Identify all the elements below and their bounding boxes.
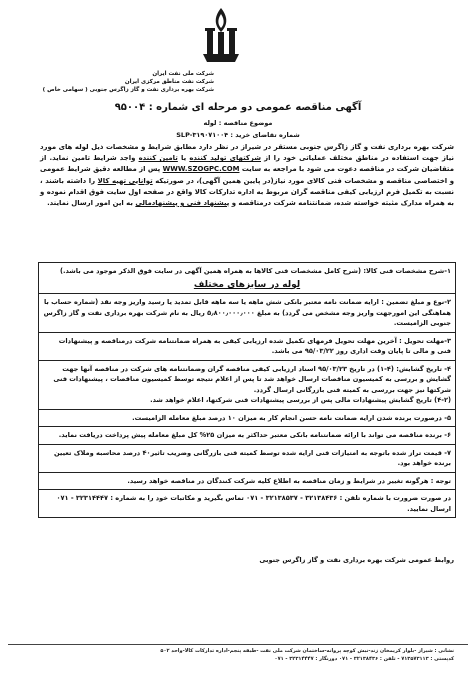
table-row	[39, 263, 456, 294]
table-row	[39, 294, 456, 333]
org-line-3: شرکت بهره برداری نفت و گاز زاگرس جنوبی ( سهامی خاص )	[42, 87, 214, 93]
intro-text-3: واجد شرایط تامین نماید. از متقاضیان شرکت در مناقصه دعوت می شود با مراجعه به سایت	[40, 154, 454, 174]
item-opening-date	[39, 360, 456, 409]
item-performance-bond: ۵- درصورت برنده شدن ارایه ضمانت نامه حسن انجام کار به میزان ۱۰ درصد مبلغ معامله الزامیست.	[39, 409, 456, 427]
organization-header	[34, 70, 214, 94]
footer-address: نشانی : شیراز -بلوار کریمخان زند-نبش کوچه پروانه-ساختمان شرکت ملی نفت -طبقه پنجم-اداره تدارکات کالا-واحد ۵۰۲	[160, 648, 454, 654]
item-technical-spec	[39, 263, 456, 294]
table-row	[39, 472, 456, 490]
intro-text-5: را داشته باشند ، نسبت به تکمیل فرم ارزیابی کیفی مناقصه گران مربوط به اداره تدارکات کالا واقع در صفحه اول سایت فوق اقدام نموده و به همراه مدارک مثبته خواسته شده، ضمانتنامه شرکت درمناقصه و	[40, 176, 454, 208]
intro-paragraph	[40, 142, 454, 209]
tender-subject: موضوع مناقصه : لوله	[203, 119, 273, 127]
table-row	[39, 332, 456, 360]
spec-description: ۱-شرح مشخصات فنی کالا: (شرح کامل مشخصات فنی کالاها به همراه همین آگهی در سایت فوق الذکر موجود می باشد.)	[59, 267, 451, 275]
opening-date-qualification: ۴- تاریخ گشایش: (۴-۱) در تاریخ ۹۵/۰۳/۲۳ اسناد ارزیابی کیفی مناقصه گران وضمانتنامه های شرکت در مناقصه آنها جهت گشایش و بررسی به کمیسیون مناقصات ارسال خواهد شد تا پس از اعلام نتیجه توسط کمیسیون مناقصات ، پیشنهادات فنی شرکتها نیز جهت بررسی به کمیته فنی بازرگانی ارسال گردد.	[53, 364, 451, 394]
notice-title: آگهی مناقصه عمومی دو مرحله ای شماره : ۹۵۰۰۴	[114, 102, 362, 113]
table-row	[39, 409, 456, 427]
item-prepayment: ۶- برنده مناقصه می تواند با ارائه ضمانتنامه بانکی معتبر حداکثر به میزان ۲۵% کل مبلغ معامله پیش پرداخت دریافت نماید.	[39, 427, 456, 445]
intro-highlight-capability: توانایی تهیه کالا	[97, 176, 153, 185]
intro-highlight-proposals: پیشنهاد فنی و پیشنهادمالی	[135, 199, 230, 208]
table-row	[39, 360, 456, 409]
footer-contact: کدپستی : ۷۱۳۵۷۳۱۱۳ - تلفن : ۳۲۱۳۸۴۳۶ - ۰۷۱ دورنگار : ۳۲۳۱۴۴۴۷ - ۰۷۱	[274, 656, 454, 662]
website-link[interactable]: WWW.SZOGPC.COM	[162, 165, 240, 174]
tender-conditions-table	[38, 262, 456, 518]
item-balanced-price: ۷- قیمت تراز شده باتوجه به امتیازات فنی ارایه شده توسط کمیته فنی بازرگانی وضریب تاثیر۴۰ درصد محاسبه وملاک تعیین برنده خواهد بود.	[39, 444, 456, 472]
public-relations-signature: روابط عمومی شرکت بهره برداری نفت و گاز زاگرس جنوبی	[259, 556, 454, 564]
item-guarantee: ۲-نوع و مبلغ تضمین : ارایه ضمانت نامه معتبر بانکی شش ماهه یا سه ماهه قابل تمدید یا رسید واریز وجه نقد (شماره حساب با هماهنگی این امورجهت واریز وجه مشخص می گردد) به مبلغ ۵٫۸۰۰٫۰۰۰٫۰۰۰ ریال به نام شرکت بهره برداری نفت و گاز زاگرس جنوبی الزامیست.	[39, 294, 456, 333]
org-line-2: شرکت نفت مناطق مرکزی ایران	[124, 79, 214, 85]
item-deadline: ۳-مهلت تحویل : آخرین مهلت تحویل فرمهای تکمیل شده ارزیابی کیفی به همراه ضمانتنامه شرکت درمناقصه و پیشنهادات فنی و مالی تا پایان وقت اداری روز ۹۵/۰۳/۲۲ می باشد.	[39, 332, 456, 360]
intro-text-1: شرکت بهره برداری نفت و گاز زاگرس جنوبی مستقر در شیراز در نظر دارد مطابق شرایط و مشخصات ذیل لوله های مورد نیاز جهت استفاده در مناطق مختلف عملیاتی خود را از	[40, 143, 454, 163]
item-contact: در صورت ضرورت با شماره تلفن : ۳۲۱۳۸۴۳۶ - ۳۲۱۳۸۵۳۷ - ۰۷۱ تماس بگیرید و مکاتبات خود را به شماره : ۳۲۳۱۴۴۴۷ - ۰۷۱ ارسال نمایید.	[39, 490, 456, 518]
intro-highlight-producers: شرکتهای تولید کننده	[189, 154, 261, 163]
org-line-1: شرکت ملی نفت ایران	[152, 71, 214, 77]
opening-date-financial: (۴-۲) تاریخ گشایش پیشنهادات مالی پس از بررسی پیشنهادات فنی شرکتها، اعلام خواهد شد.	[150, 396, 451, 404]
footer-divider	[8, 644, 468, 645]
footer-address-block	[14, 647, 454, 663]
item-note: توجه : هرگونه تغییر در شرایط و زمان مناقصه به اطلاع کلیه شرکت کنندگان در مناقصه خواهد رسید.	[39, 472, 456, 490]
intro-text-4: پس از مطالعه دقیق شرایط عمومی و اختصاصی مناقصه و مشخصات فنی کالای مورد نیاز(در پایین همین آگهی)، در صورتیکه	[40, 165, 455, 185]
table-row	[39, 427, 456, 445]
intro-highlight-suppliers: تامین کننده	[138, 154, 178, 163]
purchase-request-number: شماره تقاضای خرید : SLP-۳۱۹۰۷۱۰۰۴	[176, 131, 300, 139]
spec-item-pipes: لوله در سایزهای مختلف	[193, 279, 301, 290]
table-row	[39, 444, 456, 472]
table-row	[39, 490, 456, 518]
intro-text-6: به این امور ارسال نمایند.	[47, 199, 136, 208]
intro-text-2: یا	[177, 154, 190, 163]
nioc-flame-logo-icon	[199, 6, 243, 64]
